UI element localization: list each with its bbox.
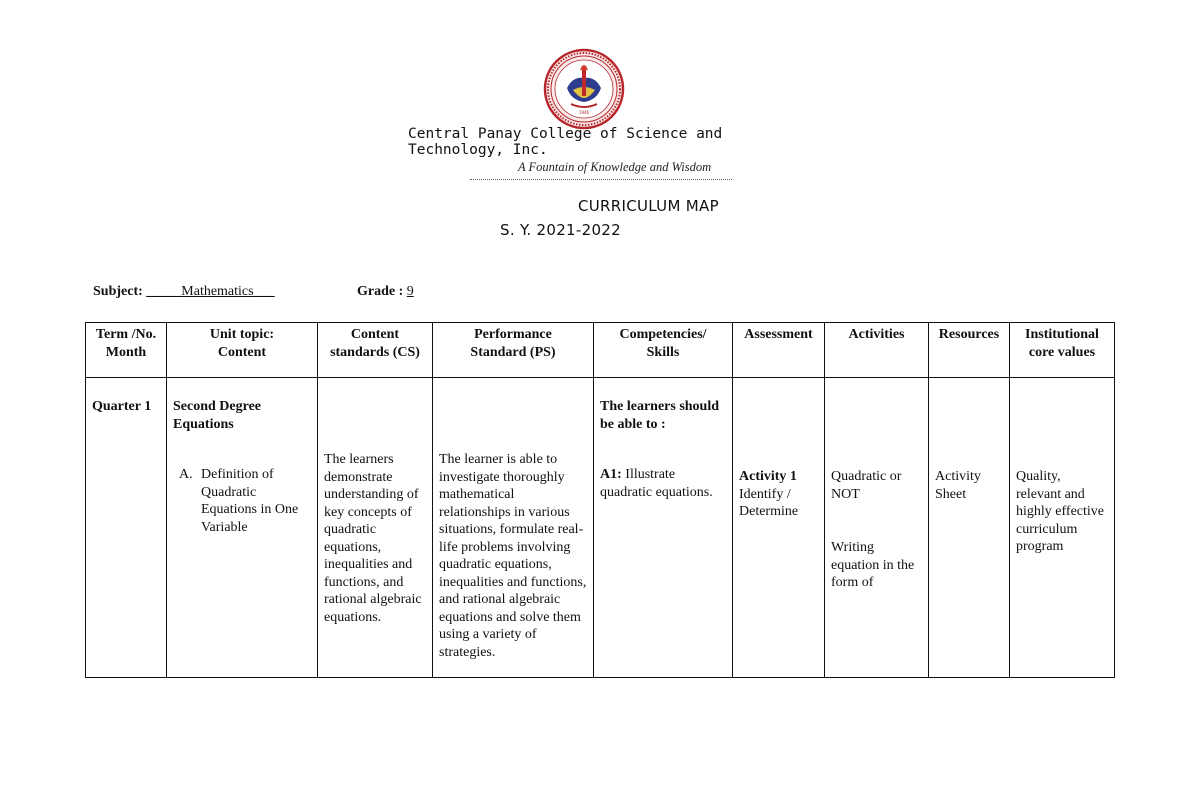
cell-unit-topic	[167, 378, 318, 678]
performance-standard-text: The learner is able to investigate thoroughly mathematical relationships in various situations, formulate real-life problems involving quadratic equations, inequalities and functions, and rational algebraic equations and solve them using a variety of strategies.	[439, 452, 587, 660]
cell-assessment	[733, 378, 825, 678]
grade-line	[357, 284, 414, 300]
table-row	[86, 378, 1115, 678]
subject-value: _____Mathematics___	[146, 284, 275, 299]
cut-off-line	[470, 177, 732, 182]
assessment-text: Identify / Determine	[739, 486, 799, 519]
school-name: Central Panay College of Science and Technology, Inc.	[408, 126, 723, 158]
cell-competencies	[594, 378, 733, 678]
header-core-values: Institutional core values	[1010, 323, 1115, 378]
school-seal	[543, 48, 625, 130]
cell-resources	[929, 378, 1010, 678]
cell-term: Quarter 1	[86, 378, 167, 678]
school-year: S. Y. 2021-2022	[500, 221, 621, 239]
unit-title: Second Degree Equations	[173, 399, 261, 432]
svg-text:1946: 1946	[578, 110, 590, 115]
competency-intro: The learners should be able to :	[600, 399, 720, 432]
resources-text: Activity Sheet	[935, 469, 981, 502]
header-assessment: Assessment	[733, 323, 825, 378]
assessment-title: Activity 1	[739, 469, 797, 484]
grade-label: Grade :	[357, 284, 404, 299]
header-performance-standard: Performance Standard (PS)	[433, 323, 594, 378]
cell-content-standard	[318, 378, 433, 678]
activity-item-1: Quadratic or NOT	[831, 469, 902, 502]
header-competencies: Competencies/ Skills	[594, 323, 733, 378]
header-content-standards: Content standards (CS)	[318, 323, 433, 378]
content-standard-text: The learners demonstrate understanding of key concepts of quadratic equations, inequalities and functions, and rational algebraic equations.	[324, 452, 422, 625]
page-title: CURRICULUM MAP	[578, 197, 719, 215]
competency-text: Illustrate quadratic equations.	[600, 467, 713, 500]
cell-performance-standard	[433, 378, 594, 678]
header-resources: Resources	[929, 323, 1010, 378]
header-term: Term /No. Month	[86, 323, 167, 378]
header-unit-topic: Unit topic: Content	[167, 323, 318, 378]
activity-item-2: Writing equation in the form of	[831, 540, 915, 590]
grade-value: 9	[406, 284, 414, 299]
list-item	[179, 466, 311, 536]
competency-code: A1:	[600, 467, 622, 482]
core-values-text: Quality, relevant and highly effective curriculum program	[1016, 469, 1104, 554]
competency-item	[600, 466, 726, 501]
subject-label: Subject:	[93, 284, 143, 299]
subject-line	[93, 284, 275, 300]
unit-item-text: Definition of Quadratic Equations in One Variable	[201, 467, 299, 535]
school-motto: A Fountain of Knowledge and Wisdom	[518, 160, 712, 174]
header-row	[86, 323, 1115, 378]
cell-activities	[825, 378, 929, 678]
cell-core-values	[1010, 378, 1115, 678]
list-marker: A.	[179, 467, 193, 482]
curriculum-map-table	[85, 322, 1115, 678]
header-activities: Activities	[825, 323, 929, 378]
